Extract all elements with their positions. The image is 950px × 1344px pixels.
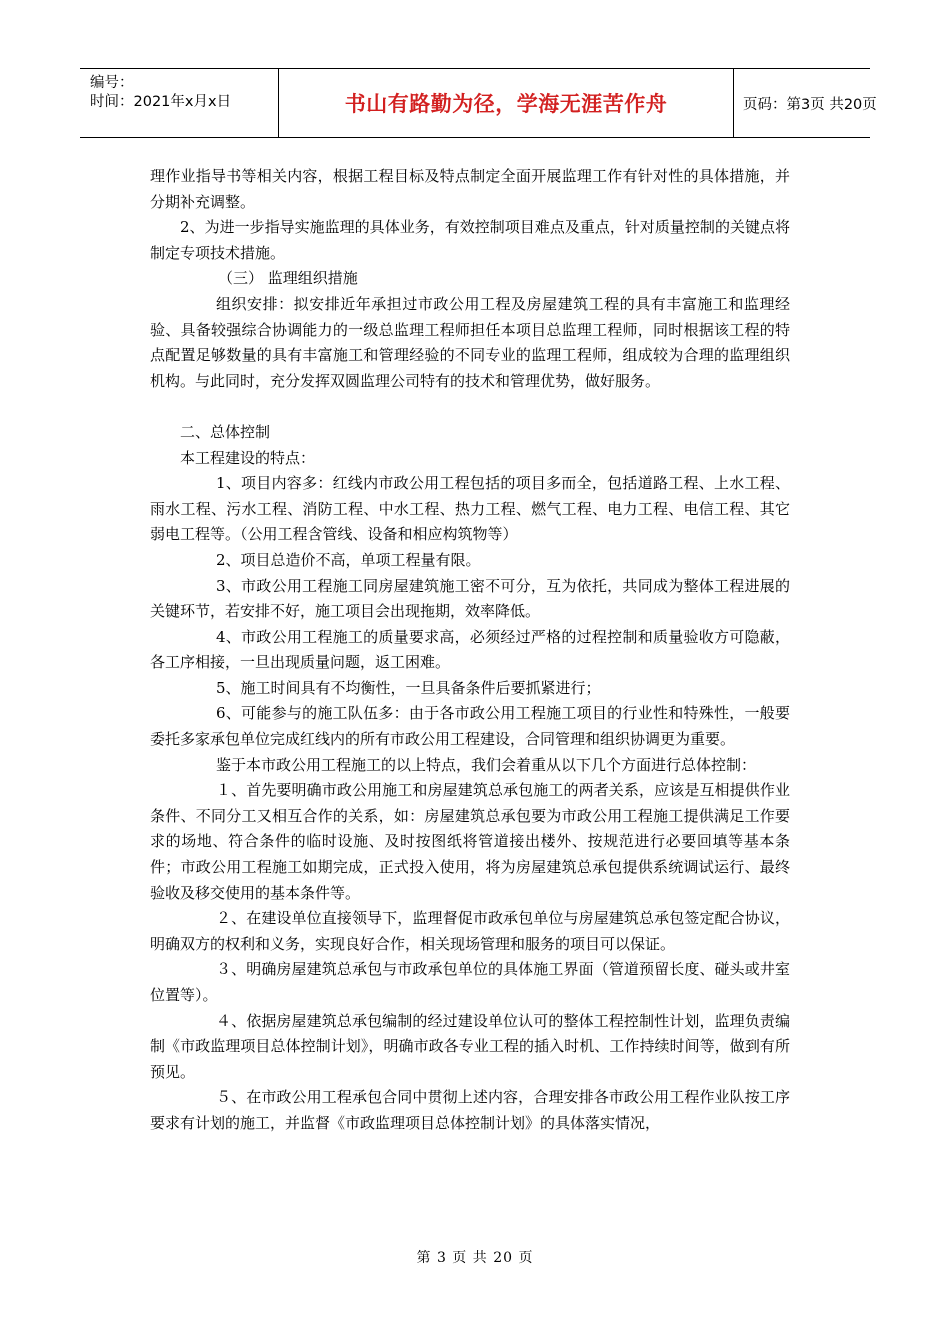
header-meta bbox=[80, 69, 278, 137]
paragraph: 理作业指导书等相关内容，根据工程目标及特点制定全面开展监理工作有针对性的具体措施，并分期补充调整。 bbox=[150, 167, 790, 211]
header-motto: 书山有路勤为径，学海无涯苦作舟 bbox=[344, 92, 668, 116]
paragraph: 3、市政公用工程施工同房屋建筑施工密不可分，互为依托，共同成为整体工程进展的关键环节，若安排不好，施工项目会出现拖期，效率降低。 bbox=[150, 576, 790, 621]
page-footer: 第 3 页 共 20 页 bbox=[416, 1250, 534, 1266]
paragraph: 6、可能参与的施工队伍多：由于各市政公用工程施工项目的行业性和特殊性，一般要委托多家承包单位完成红线内的所有市政公用工程建设，合同管理和组织协调更为重要。 bbox=[150, 704, 790, 749]
page-header bbox=[80, 68, 877, 138]
paragraph: 鉴于本市政公用工程施工的以上特点，我们会着重从以下几个方面进行总体控制： bbox=[216, 755, 757, 774]
paragraph: 1、项目内容多：红线内市政公用工程包括的项目多而全，包括道路工程、上水工程、雨水工程、污水工程、消防工程、中水工程、热力工程、燃气工程、电力工程、电信工程、其它弱电工程等。（公用工程含管线、设备和相应构筑物等） bbox=[150, 474, 790, 544]
blank-line bbox=[150, 394, 790, 420]
paragraph: 5、施工时间具有不均衡性，一旦具备条件后要抓紧进行； bbox=[216, 678, 601, 697]
section-heading: （三） 监理组织措施 bbox=[218, 269, 358, 288]
header-page-info: 页码：第3页 共20页 bbox=[743, 96, 877, 113]
document-number-label: 编号： bbox=[90, 75, 134, 91]
paragraph: 本工程建设的特点： bbox=[180, 448, 316, 467]
paragraph: 4、市政公用工程施工的质量要求高，必须经过严格的过程控制和质量验收方可隐蔽，各工序相接，一旦出现质量问题，返工困难。 bbox=[150, 627, 790, 672]
section-heading: 二、总体控制 bbox=[180, 422, 271, 441]
paragraph: 2、为进一步指导实施监理的具体业务，有效控制项目难点及重点，针对质量控制的关键点将制定专项技术措施。 bbox=[150, 218, 790, 262]
header-motto-cell bbox=[278, 69, 734, 137]
document-date-label: 时间：2021年x月x日 bbox=[90, 94, 232, 110]
paragraph: 组织安排：拟安排近年承担过市政公用工程及房屋建筑工程的具有丰富施工和监理经验、具备较强综合协调能力的一级总监理工程师担任本项目总监理工程师，同时根据该工程的特点配置足够数量的具有丰富施工和管理经验的不同专业的监理工程师，组成较为合理的监理组织机构。与此同时，充分发挥双圆监理公司特有的技术和管理优势，做好服务。 bbox=[150, 294, 790, 390]
paragraph: ４、依据房屋建筑总承包编制的经过建设单位认可的整体工程控制性计划，监理负责编制《市政监理项目总体控制计划》，明确市政各专业工程的插入时机、工作持续时间等，做到有所预见。 bbox=[150, 1011, 790, 1081]
paragraph: ２、在建设单位直接领导下，监理督促市政承包单位与房屋建筑总承包签定配合协议，明确双方的权利和义务，实现良好合作，相关现场管理和服务的项目可以保证。 bbox=[150, 909, 790, 953]
paragraph: １、首先要明确市政公用施工和房屋建筑总承包施工的两者关系，应该是互相提供作业条件、不同分工又相互合作的关系，如：房屋建筑总承包要为市政公用工程施工提供满足工作要求的场地、符合条件的临时设施、及时按图纸将管道接出楼外、按规范进行必要回填等基本条件；市政公用工程施工如期完成，正式投入使用，将为房屋建筑总承包提供系统调试运行、最终验收及移交使用的基本条件等。 bbox=[150, 781, 790, 902]
paragraph: 2、项目总造价不高，单项工程量有限。 bbox=[216, 550, 481, 569]
paragraph: ５、在市政公用工程承包合同中贯彻上述内容，合理安排各市政公用工程作业队按工序要求有计划的施工，并监督《市政监理项目总体控制计划》的具体落实情况， bbox=[150, 1088, 790, 1132]
paragraph: ３、明确房屋建筑总承包与市政承包单位的具体施工界面（管道预留长度、碰头或井室位置等）。 bbox=[150, 960, 790, 1004]
document-body bbox=[150, 164, 790, 1137]
header-page-cell bbox=[733, 69, 880, 137]
